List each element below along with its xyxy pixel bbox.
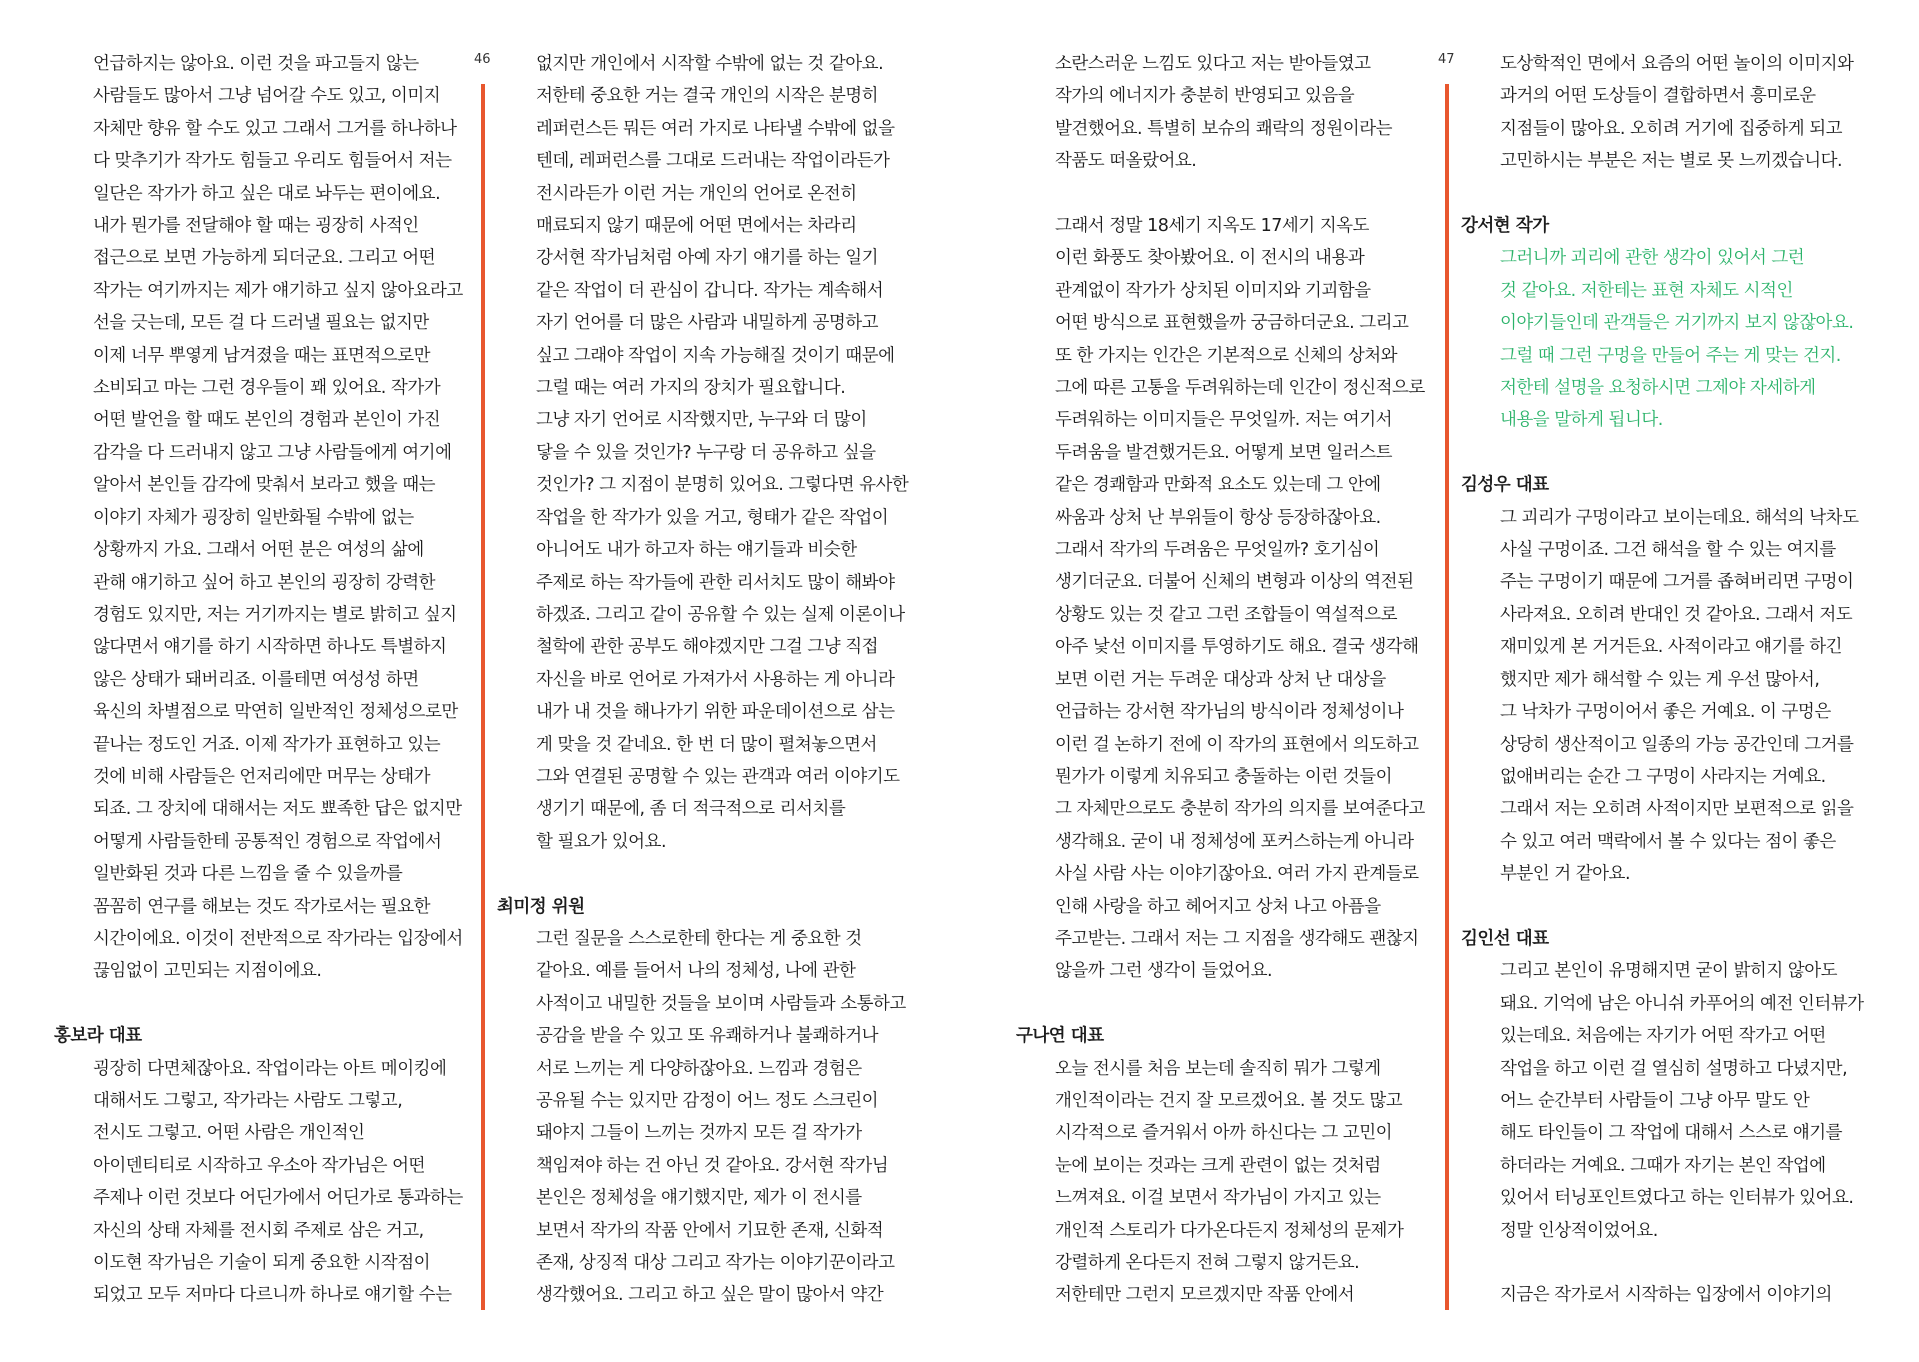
text-line: 이제 너무 뿌옇게 남겨졌을 때는 표면적으로만 [93, 345, 431, 366]
text-line: 하겠죠. 그리고 같이 공유할 수 있는 실제 이론이나 [536, 604, 905, 625]
text-line: 상당히 생산적이고 일종의 가능 공간인데 그거를 [1500, 734, 1854, 755]
text-line: 책임져야 하는 건 아닌 것 같아요. 강서현 작가님 [536, 1155, 889, 1176]
text-line: 꼼꼼히 연구를 해보는 것도 작가로서는 필요한 [93, 896, 431, 917]
col4-body3 [1461, 955, 1864, 1247]
text-line: 인해 사랑을 하고 헤어지고 상처 나고 아픔을 [1055, 896, 1381, 917]
text-line: 강서현 작가님처럼 아예 자기 얘기를 하는 일기 [536, 248, 879, 269]
speaker-heading: 구나연 대표 [1016, 1026, 1104, 1047]
text-line: 그냥 자기 언어로 시작했지만, 누구와 더 많이 [536, 410, 867, 431]
spacer [54, 988, 463, 1020]
text-line: 선을 긋는데, 모든 걸 다 드러낼 필요는 없지만 [93, 313, 429, 334]
text-line: 정말 인상적이었어요. [1500, 1220, 1658, 1241]
text-line: 저한테만 그런지 모르겠지만 작품 안에서 [1055, 1285, 1355, 1306]
text-line: 발견했어요. 특별히 보슈의 쾌락의 정원이라는 [1055, 118, 1393, 139]
col3-intro [1016, 48, 1425, 178]
text-line: 소비되고 마는 그런 경우들이 꽤 있어요. 작가가 [93, 378, 441, 399]
text-line: 어떤 방식으로 표현했을까 궁금하더군요. 그리고 [1055, 313, 1409, 334]
text-line: 사실 사람 사는 이야기잖아요. 여러 가지 관계들로 [1055, 864, 1419, 885]
text-line: 이런 걸 논하기 전에 이 작가의 표현에서 의도하고 [1055, 734, 1419, 755]
text-line: 싶고 그래야 작업이 지속 가능해질 것이기 때문에 [536, 345, 895, 366]
text-line: 돼요. 기억에 남은 아니쉬 카푸어의 예전 인터뷰가 [1500, 993, 1864, 1014]
text-line: 오늘 전시를 처음 보는데 솔직히 뭐가 그렇게 [1055, 1058, 1381, 1079]
text-line: 해도 타인들이 그 작업에 대해서 스스로 얘기를 [1500, 1123, 1843, 1144]
text-line: 내가 내 것을 해나가기 위한 파운데이션으로 삼는 [536, 702, 895, 723]
col1-intro [54, 48, 463, 988]
text-line: 자신의 상태 자체를 전시회 주제로 삼은 거고, [93, 1220, 424, 1241]
text-line: 끝나는 정도인 거죠. 이제 작가가 표현하고 있는 [93, 734, 441, 755]
text-line: 그 낙차가 구멍이어서 좋은 거예요. 이 구멍은 [1500, 702, 1831, 723]
text-line: 접근으로 보면 가능하게 되더군요. 그리고 어떤 [93, 248, 436, 269]
col4-body4 [1461, 1279, 1864, 1311]
text-line: 언급하지는 않아요. 이런 것을 파고들지 않는 [93, 54, 419, 74]
text-line: 않은 상태가 돼버리죠. 이를테면 여성성 하면 [93, 669, 419, 690]
text-line: 본인은 정체성을 얘기했지만, 제가 이 전시를 [536, 1188, 862, 1209]
text-line: 저한테 중요한 거는 결국 개인의 시작은 분명히 [536, 86, 879, 107]
text-line: 있는데요. 처음에는 자기가 어떤 작가고 어떤 [1500, 1026, 1826, 1047]
text-line: 도상학적인 면에서 요즘의 어떤 놀이의 이미지와 [1500, 54, 1854, 74]
text-line: 않을까 그런 생각이 들었어요. [1055, 961, 1273, 982]
text-line: 되죠. 그 장치에 대해서는 저도 뾰족한 답은 없지만 [93, 799, 462, 820]
text-line: 관해 얘기하고 싶어 하고 본인의 굉장히 강력한 [93, 572, 436, 593]
text-line: 것에 비해 사람들은 언저리에만 머무는 상태가 [93, 766, 431, 787]
text-line: 알아서 본인들 감각에 맞춰서 보라고 했을 때는 [93, 475, 436, 496]
text-line: 작품도 떠올랐어요. [1055, 151, 1197, 172]
text-line: 것인가? 그 지점이 분명히 있어요. 그렇다면 유사한 [536, 475, 909, 496]
text-line: 그럴 때 그런 구멍을 만들어 주는 게 맞는 건지. [1500, 345, 1841, 366]
text-line: 어느 순간부터 사람들이 그냥 아무 말도 안 [1500, 1090, 1810, 1111]
text-line: 상황도 있는 것 같고 그런 조합들이 역설적으로 [1055, 604, 1398, 625]
text-line: 않다면서 얘기를 하기 시작하면 하나도 특별하지 [93, 637, 447, 658]
text-line: 그에 따른 고통을 두려워하는데 인간이 정신적으로 [1055, 378, 1425, 399]
text-line: 개인적이라는 건지 잘 모르겠어요. 볼 것도 많고 [1055, 1090, 1403, 1111]
text-line: 닿을 수 있을 것인가? 누구랑 더 공유하고 싶을 [536, 442, 876, 463]
text-line: 과거의 어떤 도상들이 결합하면서 흥미로운 [1500, 86, 1816, 107]
text-line: 철학에 관한 공부도 해야겠지만 그걸 그냥 직접 [536, 637, 879, 658]
col4-quote [1461, 242, 1864, 436]
page-rule-left [481, 84, 485, 1310]
spacer [497, 858, 908, 890]
speaker-heading: 김성우 대표 [1461, 475, 1549, 496]
text-line: 공유될 수는 있지만 감정이 어느 정도 스크린이 [536, 1090, 879, 1111]
text-line: 그 자체만으로도 충분히 작가의 의지를 보여준다고 [1055, 799, 1425, 820]
text-line: 생기기 때문에, 좀 더 적극적으로 리서치를 [536, 799, 846, 820]
text-line: 공감을 받을 수 있고 또 유쾌하거나 불쾌하거나 [536, 1026, 879, 1047]
text-line: 재미있게 본 거거든요. 사적이라고 얘기를 하긴 [1500, 637, 1843, 658]
text-line: 육신의 차별점으로 막연히 일반적인 정체성으로만 [93, 702, 458, 723]
text-line: 저한테 설명을 요청하시면 그제야 자세하게 [1500, 378, 1816, 399]
text-line: 아주 낯선 이미지를 투영하기도 해요. 결국 생각해 [1055, 637, 1419, 658]
spacer [1016, 988, 1425, 1020]
page-number-left: 46 [474, 52, 491, 67]
spacer [1461, 1247, 1864, 1279]
text-line: 그리고 본인이 유명해지면 굳이 밝히지 않아도 [1500, 961, 1838, 982]
text-line: 개인적 스토리가 다가온다든지 정체성의 문제가 [1055, 1220, 1404, 1241]
text-line: 되었고 모두 저마다 다르니까 하나로 얘기할 수는 [93, 1285, 452, 1306]
column-1 [54, 48, 463, 1312]
text-line: 강렬하게 온다든지 전혀 그렇지 않거든요. [1055, 1253, 1360, 1273]
text-line: 대해서도 그렇고, 작가라는 사람도 그렇고, [93, 1090, 403, 1111]
text-line: 또 한 가지는 인간은 기본적으로 신체의 상처와 [1055, 345, 1398, 366]
spacer [1461, 437, 1864, 469]
text-line: 내가 뭔가를 전달해야 할 때는 굉장히 사적인 [93, 216, 419, 237]
page-number-right: 47 [1438, 52, 1455, 67]
text-line: 눈에 보이는 것과는 크게 관련이 없는 것처럼 [1055, 1155, 1381, 1176]
speaker-heading: 홍보라 대표 [54, 1026, 142, 1047]
text-line: 어떻게 사람들한테 공통적인 경험으로 작업에서 [93, 831, 442, 852]
text-line: 보면서 작가의 작품 안에서 기묘한 존재, 신화적 [536, 1220, 884, 1241]
text-line: 언급하는 강서현 작가님의 방식이라 정체성이나 [1055, 702, 1404, 723]
col3-body [1016, 1053, 1425, 1312]
text-line: 돼야지 그들이 느끼는 것까지 모든 걸 작가가 [536, 1123, 862, 1144]
text-line: 느껴져요. 이걸 보면서 작가님이 가지고 있는 [1055, 1188, 1381, 1209]
text-line: 텐데, 레퍼런스를 그대로 드러내는 작업이라든가 [536, 151, 890, 172]
text-line: 아니어도 내가 하고자 하는 얘기들과 비슷한 [536, 540, 857, 561]
text-line: 그래서 작가의 두려움은 무엇일까? 호기심이 [1055, 540, 1380, 561]
text-line: 할 필요가 있어요. [536, 831, 667, 852]
text-line: 시간이에요. 이것이 전반적으로 작가라는 입장에서 [93, 928, 463, 949]
text-line: 주는 구멍이기 때문에 그거를 좁혀버리면 구멍이 [1500, 572, 1854, 593]
speaker-heading: 김인선 대표 [1461, 928, 1549, 949]
text-line: 것 같아요. 저한테는 표현 자체도 시적인 [1500, 280, 1793, 301]
text-line: 주고받는. 그래서 저는 그 지점을 생각해도 괜찮지 [1055, 928, 1419, 949]
text-line: 같아요. 예를 들어서 나의 정체성, 나에 관한 [536, 961, 856, 982]
text-line: 사실 구멍이죠. 그건 해석을 할 수 있는 여지를 [1500, 540, 1836, 561]
text-line: 그래서 정말 18세기 지옥도 17세기 지옥도 [1055, 216, 1369, 237]
text-line: 서로 느끼는 게 다양하잖아요. 느낌과 경험은 [536, 1058, 862, 1079]
text-line: 이도현 작가님은 기술이 되게 중요한 시작점이 [93, 1253, 431, 1274]
column-2 [497, 48, 908, 1312]
col4-intro [1461, 48, 1864, 178]
col1-body [54, 1053, 463, 1312]
text-line: 끊임없이 고민되는 지점이에요. [93, 961, 322, 982]
text-line: 생각해요. 굳이 내 정체성에 포커스하는게 아니라 [1055, 831, 1414, 852]
text-line: 주제나 이런 것보다 어딘가에서 어딘가로 통과하는 [93, 1188, 463, 1209]
text-line: 시각적으로 즐거워서 아까 하신다는 그 고민이 [1055, 1123, 1393, 1144]
speaker-heading: 최미정 위원 [497, 896, 585, 917]
text-line: 두려움을 발견했거든요. 어떻게 보면 일러스트 [1055, 442, 1393, 463]
text-line: 자신을 바로 언어로 가져가서 사용하는 게 아니라 [536, 669, 895, 690]
text-line: 주제로 하는 작가들에 관한 리서치도 많이 해봐야 [536, 572, 895, 593]
text-line: 상황까지 가요. 그래서 어떤 분은 여성의 삶에 [93, 540, 424, 561]
speaker-heading: 강서현 작가 [1461, 216, 1549, 237]
text-line: 자체만 향유 할 수도 있고 그래서 그거를 하나하나 [93, 118, 457, 139]
text-line: 내용을 말하게 됩니다. [1500, 410, 1663, 431]
text-line: 없지만 개인에서 시작할 수밖에 없는 것 같아요. [536, 54, 884, 74]
col3-para2 [1016, 210, 1425, 988]
text-line: 생각했어요. 그리고 하고 싶은 말이 많아서 약간 [536, 1285, 884, 1306]
text-line: 그래서 저는 오히려 사적이지만 보편적으로 읽을 [1500, 799, 1854, 820]
text-line: 일단은 작가가 하고 싶은 대로 놔두는 편이에요. [93, 183, 441, 204]
text-line: 지점들이 많아요. 오히려 거기에 집중하게 되고 [1500, 118, 1843, 139]
text-line: 아이덴티티로 시작하고 우소아 작가님은 어떤 [93, 1155, 425, 1176]
text-line: 자기 언어를 더 많은 사람과 내밀하게 공명하고 [536, 313, 879, 334]
text-line: 관계없이 작가가 상치된 이미지와 기괴함을 [1055, 280, 1371, 301]
col2-body [497, 923, 908, 1312]
text-line: 그런 질문을 스스로한테 한다는 게 중요한 것 [536, 928, 862, 949]
text-line: 두려워하는 이미지들은 무엇일까. 저는 여기서 [1055, 410, 1393, 431]
text-line: 사라져요. 오히려 반대인 것 같아요. 그래서 저도 [1500, 604, 1853, 625]
text-line: 작가는 여기까지는 제가 얘기하고 싶지 않아요라고 [93, 280, 463, 301]
text-line: 전시도 그렇고. 어떤 사람은 개인적인 [93, 1123, 365, 1144]
text-line: 같은 작업이 더 관심이 갑니다. 작가는 계속해서 [536, 280, 884, 301]
text-line: 수 있고 여러 맥락에서 볼 수 있다는 점이 좋은 [1500, 831, 1836, 852]
text-line: 다 맞추기가 작가도 힘들고 우리도 힘들어서 저는 [93, 151, 452, 172]
spacer [1461, 891, 1864, 923]
text-line: 이런 화풍도 찾아봤어요. 이 전시의 내용과 [1055, 248, 1365, 269]
page-rule-right [1445, 84, 1449, 1310]
col2-intro [497, 48, 908, 858]
text-line: 생기더군요. 더불어 신체의 변형과 이상의 역전된 [1055, 572, 1414, 593]
text-line: 이야기 자체가 굉장히 일반화될 수밖에 없는 [93, 507, 414, 528]
spacer [1016, 178, 1425, 210]
text-line: 하더라는 거예요. 그때가 자기는 본인 작업에 [1500, 1155, 1826, 1176]
text-line: 뭔가가 이렇게 치유되고 충돌하는 이런 것들이 [1055, 766, 1393, 787]
text-line: 감각을 다 드러내지 않고 그냥 사람들에게 여기에 [93, 442, 452, 463]
text-line: 작업을 하고 이런 걸 열심히 설명하고 다녔지만, [1500, 1058, 1848, 1079]
text-line: 그와 연결된 공명할 수 있는 관객과 여러 이야기도 [536, 766, 900, 787]
column-4 [1461, 48, 1864, 1312]
text-line: 보면 이런 거는 두려운 대상과 상처 난 대상을 [1055, 669, 1386, 690]
column-3 [1016, 48, 1425, 1312]
text-line: 부분인 거 같아요. [1500, 864, 1631, 885]
text-line: 게 맞을 것 같네요. 한 번 더 많이 펼쳐놓으면서 [536, 734, 877, 755]
text-line: 지금은 작가로서 시작하는 입장에서 이야기의 [1500, 1285, 1832, 1306]
text-line: 싸움과 상처 난 부위들이 항상 등장하잖아요. [1055, 507, 1381, 528]
text-line: 작가의 에너지가 충분히 반영되고 있음을 [1055, 86, 1355, 107]
text-line: 고민하시는 부분은 저는 별로 못 느끼겠습니다. [1500, 151, 1843, 172]
text-line: 이야기들인데 관객들은 거기까지 보지 않잖아요. [1500, 313, 1854, 334]
text-line: 어떤 발언을 할 때도 본인의 경험과 본인이 가진 [93, 410, 441, 431]
text-line: 있어서 터닝포인트였다고 하는 인터뷰가 있어요. [1500, 1188, 1854, 1209]
spacer [1461, 178, 1864, 210]
col4-body2 [1461, 502, 1864, 891]
text-line: 그 괴리가 구멍이라고 보이는데요. 해석의 낙차도 [1500, 507, 1859, 528]
text-line: 없애버리는 순간 그 구멍이 사라지는 거예요. [1500, 766, 1826, 787]
text-line: 일반화된 것과 다른 느낌을 줄 수 있을까를 [93, 864, 403, 885]
text-line: 했지만 제가 해석할 수 있는 게 우선 많아서, [1500, 669, 1820, 690]
text-line: 같은 경쾌함과 만화적 요소도 있는데 그 안에 [1055, 475, 1381, 496]
text-line: 경험도 있지만, 저는 거기까지는 별로 밝히고 싶지 [93, 604, 457, 625]
text-line: 사람들도 많아서 그냥 넘어갈 수도 있고, 이미지 [93, 86, 441, 107]
text-line: 그럴 때는 여러 가지의 장치가 필요합니다. [536, 378, 846, 399]
text-line: 소란스러운 느낌도 있다고 저는 받아들였고 [1055, 54, 1371, 74]
text-line: 존재, 상징적 대상 그리고 작가는 이야기꾼이라고 [536, 1253, 895, 1274]
text-line: 전시라든가 이런 거는 개인의 언어로 온전히 [536, 183, 857, 204]
text-line: 그러니까 괴리에 관한 생각이 있어서 그런 [1500, 248, 1805, 269]
text-line: 사적이고 내밀한 것들을 보이며 사람들과 소통하고 [536, 993, 906, 1014]
text-line: 굉장히 다면체잖아요. 작업이라는 아트 메이킹에 [93, 1058, 447, 1079]
text-line: 매료되지 않기 때문에 어떤 면에서는 차라리 [536, 216, 857, 237]
text-line: 레퍼런스든 뭐든 여러 가지로 나타낼 수밖에 없을 [536, 118, 895, 139]
text-line: 작업을 한 작가가 있을 거고, 형태가 같은 작업이 [536, 507, 889, 528]
